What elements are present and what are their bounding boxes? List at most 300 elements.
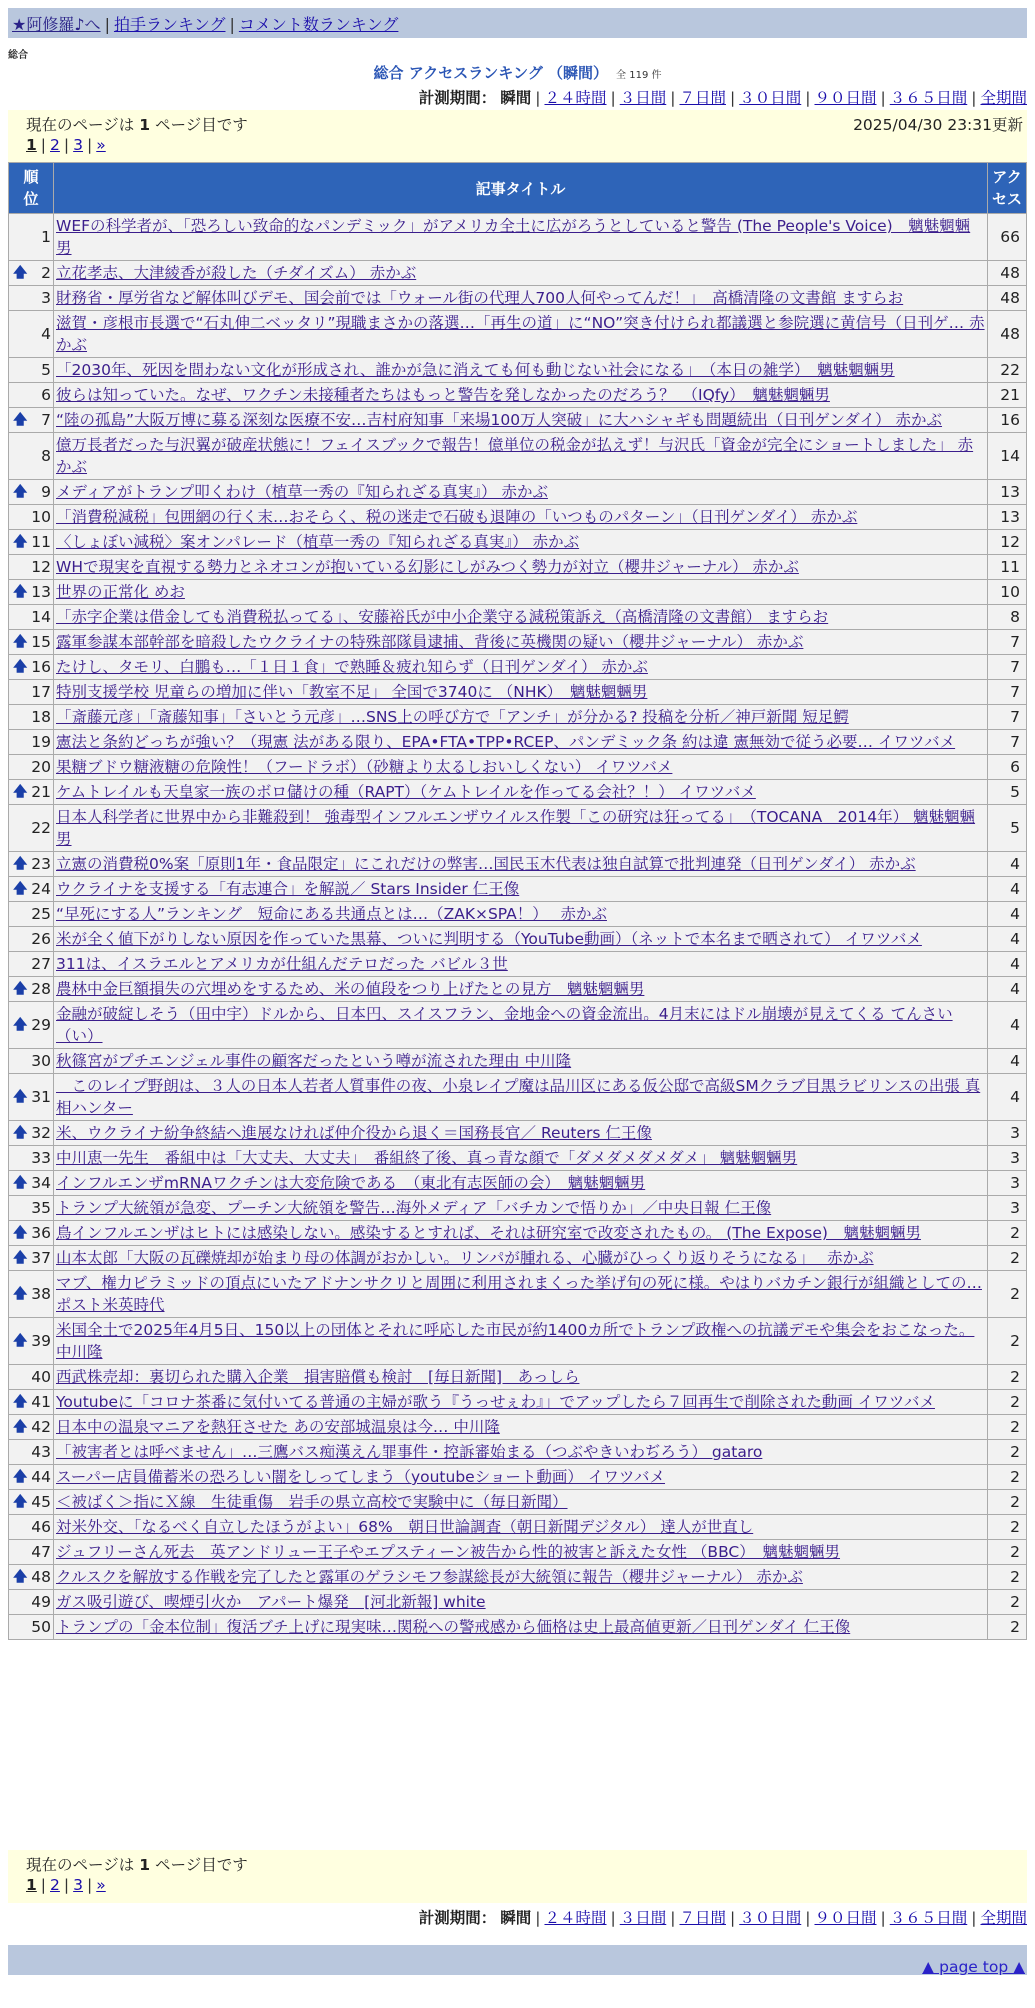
table-row	[9, 383, 1026, 407]
rank-number: 45	[31, 1493, 51, 1511]
rising-arrow-icon: 🡅	[13, 1469, 28, 1485]
title-cell	[54, 1121, 987, 1145]
period-selector-top	[419, 86, 1027, 108]
separator: |	[535, 1909, 541, 1927]
column-header-access	[988, 163, 1026, 213]
access-count: 14	[988, 433, 1026, 479]
article-link[interactable]: 財務省・厚労省など解体叫びデモ、国会前では「ウォール街の代理人700人何やってんだ！」 高橋清隆の文書館 ますらお	[56, 289, 904, 307]
separator: |	[971, 1909, 977, 1927]
rank-number: 39	[31, 1332, 51, 1350]
access-count: 2	[988, 1415, 1026, 1439]
rising-arrow-icon: 🡅	[13, 634, 28, 650]
access-count: 2	[988, 1390, 1026, 1414]
rank-number: 6	[41, 386, 51, 404]
title-cell	[54, 902, 987, 926]
rising-arrow-icon: 🡅	[13, 1394, 28, 1410]
article-link[interactable]: WEFの科学者が、「恐ろしい致命的なパンデミック」がアメリカ全土に広がろうとしていると警告 (The People's Voice) 魑魅魍魎男	[56, 217, 971, 257]
rank-number: 18	[31, 708, 51, 726]
column-header-rank	[9, 163, 53, 213]
rank-number: 48	[31, 1568, 51, 1586]
article-link[interactable]: 露軍参謀本部幹部を暗殺したウクライナの特殊部隊員逮捕、背後に英機関の疑い（櫻井ジャーナル） 赤かぶ	[56, 633, 804, 651]
rank-cell	[9, 605, 53, 629]
article-link[interactable]: トランプの「金本位制」復活ブチ上げに現実味…関税への警戒感から価格は史上最高値更新／日刊ゲンダイ 仁王像	[56, 1618, 851, 1636]
page-link[interactable]: 2	[50, 1876, 60, 1894]
title-cell	[54, 1196, 987, 1220]
rank-number: 50	[31, 1618, 51, 1636]
rank-cell	[9, 1565, 53, 1589]
access-count: 10	[988, 580, 1026, 604]
rank-number: 42	[31, 1418, 51, 1436]
article-link[interactable]: 「2030年、死因を問わない文化が形成され、誰かが急に消えても何も動じない社会になる」 （本日の雑学） 魑魅魍魎男	[56, 361, 895, 379]
table-row	[9, 408, 1026, 432]
rank-cell	[9, 852, 53, 876]
separator: |	[805, 1909, 811, 1927]
article-link[interactable]: 米が全く値下がりしない原因を作っていた黒幕、ついに判明する（YouTube動画）（ネットで本名まで晒されて） イワツバメ	[56, 930, 922, 948]
rising-arrow-icon: 🡅	[13, 1089, 28, 1105]
title-cell	[54, 408, 987, 432]
rank-number: 36	[31, 1224, 51, 1242]
rank-cell	[9, 1221, 53, 1245]
table-row	[9, 902, 1026, 926]
rising-arrow-icon: 🡅	[13, 1250, 28, 1266]
table-row	[9, 1121, 1026, 1145]
article-link[interactable]: 立憲の消費税0%案「原則1年・食品限定」にこれだけの弊害…国民玉木代表は独自試算で批判連発（日刊ゲンダイ） 赤かぶ	[56, 855, 916, 873]
rank-number: 31	[31, 1088, 51, 1106]
page-top-link[interactable]: ▲ page top ▲	[922, 1958, 1025, 1976]
title-cell	[54, 383, 987, 407]
table-row	[9, 1171, 1026, 1195]
table-row	[9, 480, 1026, 504]
article-link[interactable]: 果糖ブドウ糖液糖の危険性！（フードラボ）（砂糖より太るしおいしくない） イワツバメ	[56, 758, 673, 776]
separator: |	[880, 89, 886, 107]
rank-cell	[9, 705, 53, 729]
rank-number: 44	[31, 1468, 51, 1486]
title-cell	[54, 1365, 987, 1389]
rank-cell	[9, 1271, 53, 1317]
access-count: 3	[988, 1196, 1026, 1220]
table-row	[9, 1415, 1026, 1439]
article-link[interactable]: 鳥インフルエンザはヒトには感染しない。感染するとすれば、それは研究室で改変されたもの。 (The Expose) 魑魅魍魎男	[56, 1224, 921, 1242]
rising-arrow-icon: 🡅	[13, 1175, 28, 1191]
period-link[interactable]: 全期間	[980, 89, 1027, 107]
article-link[interactable]: 「斎藤元彦」「斎藤知事」「さいとう元彦」…SNS上の呼び方で「アンチ」が分かる? 投稿を分析／神戸新聞 短足鰐	[56, 708, 849, 726]
clap-ranking-link[interactable]: 拍手ランキング	[113, 15, 226, 34]
rank-cell	[9, 1196, 53, 1220]
table-row	[9, 1590, 1026, 1614]
table-row	[9, 530, 1026, 554]
article-link[interactable]: 億万長者だった与沢翼が破産状態に！フェイスブックで報告！億単位の税金が払えず！与沢氏「資金が完全にショートしました」 赤かぶ	[56, 436, 974, 476]
title-cell	[54, 630, 987, 654]
article-link[interactable]: 憲法と条約どっちが強い？（現憲 法がある限り、EPA•FTA•TPP•RCEP、パンデミック条 約は違 憲無効で従う必要… イワツバメ	[56, 733, 956, 751]
column-header-title: 記事タイトル	[54, 163, 987, 213]
period-link[interactable]: ３日間	[619, 1909, 667, 1927]
access-count: 3	[988, 1146, 1026, 1170]
period-current: 瞬間	[500, 1909, 532, 1927]
period-link[interactable]: ７日間	[679, 89, 726, 107]
article-link[interactable]: 中川恵一先生 番組中は「大丈夫、大丈夫」 番組終了後、真っ青な顔で「ダメダメダメダメ」 魑魅魍魎男	[56, 1149, 798, 1167]
access-count: 2	[988, 1490, 1026, 1514]
rising-arrow-icon: 🡅	[13, 484, 28, 500]
title-cell	[54, 1415, 987, 1439]
access-count: 4	[988, 927, 1026, 951]
article-link[interactable]: 滋賀・彦根市長選で“石丸伸二ベッタリ”現職まさかの落選…「再生の道」に“NO”突き付けられ都議選と参院選に黄信号（日刊ゲ… 赤かぶ	[56, 314, 985, 354]
title-cell	[54, 805, 987, 851]
rank-cell	[9, 1246, 53, 1270]
separator: |	[87, 136, 93, 154]
comment-ranking-link[interactable]: コメント数ランキング	[238, 15, 399, 34]
separator: |	[670, 1909, 676, 1927]
page-info-number: 1	[139, 116, 150, 134]
title-cell	[54, 1002, 987, 1048]
rising-arrow-icon: 🡅	[13, 1125, 28, 1141]
article-link[interactable]: 農林中金巨額損失の穴埋めをするため、米の値段をつり上げたとの見方 魑魅魍魎男	[56, 980, 645, 998]
rank-cell	[9, 902, 53, 926]
access-count: 2	[988, 1440, 1026, 1464]
period-link[interactable]: ３０日間	[739, 89, 802, 107]
period-link[interactable]: ９０日間	[814, 89, 877, 107]
table-row	[9, 1221, 1026, 1245]
page-link[interactable]: »	[96, 1876, 106, 1894]
article-link[interactable]: 日本人科学者に世界中から非難殺到！ 強毒型インフルエンザウイルス作製「この研究は狂ってる」 （TOCANA 2014年） 魑魅魍魎男	[56, 808, 976, 848]
period-link[interactable]: ７日間	[679, 1909, 726, 1927]
rank-number: 30	[31, 1052, 51, 1070]
rank-cell	[9, 952, 53, 976]
rank-number: 49	[31, 1593, 51, 1611]
access-count: 5	[988, 780, 1026, 804]
access-count: 5	[988, 805, 1026, 851]
period-link[interactable]: ３０日間	[739, 1909, 802, 1927]
title-cell	[54, 655, 987, 679]
page-title-text: 総合 アクセスランキング （瞬間）	[373, 64, 609, 82]
page-info-suffix: ページ目です	[155, 1856, 248, 1874]
title-cell	[54, 730, 987, 754]
rising-arrow-icon: 🡅	[13, 1419, 28, 1435]
rank-cell	[9, 214, 53, 260]
access-count: 22	[988, 358, 1026, 382]
access-count: 48	[988, 311, 1026, 357]
rising-arrow-icon: 🡅	[13, 784, 28, 800]
footer-bar	[8, 1945, 1027, 1975]
period-link[interactable]: ２４時間	[544, 89, 607, 107]
title-cell	[54, 780, 987, 804]
article-link[interactable]: 世界の正常化 めお	[56, 583, 185, 601]
title-cell	[54, 311, 987, 357]
table-row	[9, 286, 1026, 310]
table-row	[9, 605, 1026, 629]
rank-cell	[9, 311, 53, 357]
article-link[interactable]: 彼らは知っていた。なぜ、ワクチン未接種者たちはもっと警告を発しなかったのだろう？ （IQfy） 魑魅魍魎男	[56, 386, 830, 404]
access-count: 2	[988, 1615, 1026, 1639]
table-row	[9, 877, 1026, 901]
access-count: 13	[988, 480, 1026, 504]
article-link[interactable]: 特別支援学校 児童らの増加に伴い「教室不足」 全国で3740に （NHK） 魑魅魍魎男	[56, 683, 648, 701]
title-cell	[54, 286, 987, 310]
rank-cell	[9, 805, 53, 851]
rising-arrow-icon: 🡅	[13, 265, 28, 281]
access-count: 7	[988, 655, 1026, 679]
article-link[interactable]: 立花孝志、大津綾香が殺した（チダイズム） 赤かぶ	[56, 264, 417, 282]
rank-number: 11	[31, 533, 51, 551]
rank-cell	[9, 977, 53, 1001]
page-info	[26, 1853, 1017, 1875]
rank-cell	[9, 1465, 53, 1489]
rank-cell	[9, 780, 53, 804]
title-cell	[54, 952, 987, 976]
title-cell	[54, 214, 987, 260]
access-count: 4	[988, 902, 1026, 926]
table-row	[9, 1515, 1026, 1539]
access-count: 2	[988, 1565, 1026, 1589]
period-link[interactable]: ３６５日間	[889, 1909, 968, 1927]
article-link[interactable]: 山本太郎「大阪の瓦礫焼却が始まり母の体調がおかしい。リンパが腫れる、心臓がひっくり返りそうになる」 赤かぶ	[56, 1249, 874, 1267]
rising-arrow-icon: 🡅	[13, 1017, 28, 1033]
page-link[interactable]: 3	[73, 136, 84, 154]
access-count: 3	[988, 1171, 1026, 1195]
access-count: 4	[988, 952, 1026, 976]
rank-number: 34	[31, 1174, 51, 1192]
access-count: 4	[988, 1049, 1026, 1073]
rank-cell	[9, 1390, 53, 1414]
rising-arrow-icon: 🡅	[13, 412, 28, 428]
article-link[interactable]: “早死にする人”ランキング 短命にある共通点とは…（ZAK×SPA！） 赤かぶ	[56, 905, 607, 923]
title-cell	[54, 1440, 987, 1464]
title-cell	[54, 1390, 987, 1414]
rank-number: 27	[31, 955, 51, 973]
table-row	[9, 1465, 1026, 1489]
page-link[interactable]: »	[96, 136, 106, 154]
pager-bottom	[8, 1850, 1027, 1903]
period-link[interactable]: 全期間	[980, 1909, 1027, 1927]
article-link[interactable]: クルスクを解放する作戦を完了したと露軍のゲラシモフ参謀総長が大統領に報告（櫻井ジャーナル） 赤かぶ	[56, 1568, 803, 1586]
rank-cell	[9, 1049, 53, 1073]
title-cell	[54, 1271, 987, 1317]
rank-number: 22	[31, 819, 51, 837]
rank-number: 29	[31, 1016, 51, 1034]
separator: |	[670, 89, 676, 107]
ranking-table-body	[9, 214, 1026, 1639]
rising-arrow-icon: 🡅	[13, 1286, 28, 1302]
period-link[interactable]: ３日間	[619, 89, 667, 107]
rank-cell	[9, 580, 53, 604]
rank-cell	[9, 480, 53, 504]
rising-arrow-icon: 🡅	[13, 1333, 28, 1349]
title-cell	[54, 505, 987, 529]
title-cell	[54, 261, 987, 285]
rank-cell	[9, 1171, 53, 1195]
title-cell	[54, 1074, 987, 1120]
column-header-rank-label: 順位	[23, 168, 39, 208]
access-count: 11	[988, 555, 1026, 579]
rank-number: 16	[31, 658, 51, 676]
article-link[interactable]: 日本中の温泉マニアを熱狂させた あの安部城温泉は今… 中川隆	[56, 1418, 500, 1436]
article-link[interactable]: たけし、タモリ、白鵬も…「１日１食」で熟睡＆疲れ知らず（日刊ゲンダイ） 赤かぶ	[56, 658, 648, 676]
title-cell	[54, 1540, 987, 1564]
title-cell	[54, 1246, 987, 1270]
rank-number: 2	[41, 264, 51, 282]
access-count: 2	[988, 1540, 1026, 1564]
access-count: 13	[988, 505, 1026, 529]
rank-cell	[9, 655, 53, 679]
article-link[interactable]: 「赤字企業は借金しても消費税払ってる」、安藤裕氏が中小企業守る減税策訴え（高橋清隆の文書館） ますらお	[56, 608, 829, 626]
table-row	[9, 1565, 1026, 1589]
period-link[interactable]: ９０日間	[814, 1909, 877, 1927]
page-info-number: 1	[139, 1856, 150, 1874]
rising-arrow-icon: 🡅	[13, 856, 28, 872]
article-link[interactable]: WHで現実を直視する勢力とネオコンが抱いている幻影にしがみつく勢力が対立（櫻井ジャーナル） 赤かぶ	[56, 558, 799, 576]
page-link[interactable]: 2	[50, 136, 60, 154]
article-link[interactable]: ウクライナを支援する「有志連合」を解説／ Stars Insider 仁王像	[56, 880, 520, 898]
access-count: 4	[988, 977, 1026, 1001]
rank-cell	[9, 1121, 53, 1145]
article-link[interactable]: ＜被ばく＞指にＸ線 生徒重傷 岩手の県立高校で実験中に（毎日新聞）	[56, 1493, 568, 1511]
separator: |	[535, 89, 541, 107]
column-header-access-label: アクセス	[991, 168, 1022, 208]
article-link[interactable]: 秋篠宮がプチエンジェル事件の顧客だったという噂が流された理由 中川隆	[56, 1052, 572, 1070]
article-link[interactable]: 米、ウクライナ紛争終結へ進展なければ仲介役から退く＝国務長官／ Reuters 仁王像	[56, 1124, 652, 1142]
article-link[interactable]: Youtubeに「コロナ茶番に気付いてる普通の主婦が歌う『うっせぇわ』」でアップしたら７回再生で削除された動画 イワツバメ	[56, 1393, 935, 1411]
table-row	[9, 1440, 1026, 1464]
article-link[interactable]: インフルエンザmRNAワクチンは大変危険である （東北有志医師の会） 魑魅魍魎男	[56, 1174, 646, 1192]
table-row	[9, 655, 1026, 679]
rising-arrow-icon: 🡅	[13, 881, 28, 897]
rank-cell	[9, 1590, 53, 1614]
article-link[interactable]: 〈しょぼい減税〉案オンパレード（植草一秀の『知られざる真実』） 赤かぶ	[56, 533, 580, 551]
article-link[interactable]: 311は、イスラエルとアメリカが仕組んだテロだった バビル３世	[56, 955, 508, 973]
title-cell	[54, 680, 987, 704]
access-count: 3	[988, 1121, 1026, 1145]
rank-number: 24	[31, 880, 51, 898]
rank-number: 35	[31, 1199, 51, 1217]
separator: |	[40, 136, 47, 154]
article-link[interactable]: “陸の孤島”大阪万博に募る深刻な医療不安…吉村府知事「来場100万人突破」に大ハシャギも問題続出（日刊ゲンダイ） 赤かぶ	[56, 411, 943, 429]
rank-cell	[9, 1415, 53, 1439]
access-count: 66	[988, 214, 1026, 260]
title-cell	[54, 927, 987, 951]
title-cell	[54, 433, 987, 479]
separator: |	[805, 89, 811, 107]
rank-number: 14	[31, 608, 51, 626]
title-cell	[54, 852, 987, 876]
access-count: 7	[988, 680, 1026, 704]
period-link[interactable]: ３６５日間	[889, 89, 968, 107]
table-row	[9, 1146, 1026, 1170]
rank-cell	[9, 1615, 53, 1639]
rank-cell	[9, 1318, 53, 1364]
table-row	[9, 1365, 1026, 1389]
pagination	[26, 136, 1017, 154]
title-cell	[54, 1171, 987, 1195]
title-cell	[54, 555, 987, 579]
access-count: 7	[988, 630, 1026, 654]
table-row	[9, 852, 1026, 876]
table-row	[9, 780, 1026, 804]
title-cell	[54, 1465, 987, 1489]
title-cell	[54, 1146, 987, 1170]
separator: |	[63, 136, 70, 154]
separator: |	[610, 1909, 616, 1927]
home-link[interactable]: ★阿修羅♪へ	[12, 15, 101, 34]
access-count: 4	[988, 852, 1026, 876]
article-link[interactable]: トランプ大統領が急変、プーチン大統領を警告…海外メディア「バチカンで悟りか」／中央日報 仁王像	[56, 1199, 772, 1217]
rank-cell	[9, 630, 53, 654]
access-count: 2	[988, 1221, 1026, 1245]
article-link[interactable]: 西武株売却：裏切られた購入企業 損害賠償も検討 [毎日新聞] あっしら	[56, 1368, 580, 1386]
table-row	[9, 1390, 1026, 1414]
separator: |	[87, 1876, 93, 1894]
period-label: 計測期間：	[418, 89, 497, 107]
title-cell	[54, 1490, 987, 1514]
rank-number: 20	[31, 758, 51, 776]
rising-arrow-icon: 🡅	[13, 1569, 28, 1585]
ranking-table	[8, 162, 1027, 1640]
separator: |	[40, 1876, 47, 1894]
page-link[interactable]: 3	[73, 1876, 84, 1894]
table-row	[9, 1074, 1026, 1120]
rank-number: 26	[31, 930, 51, 948]
rank-number: 1	[41, 228, 51, 246]
period-link[interactable]: ２４時間	[544, 1909, 607, 1927]
rank-cell	[9, 1440, 53, 1464]
period-selector-bottom	[419, 1906, 1027, 1928]
separator: |	[730, 1909, 736, 1927]
rank-cell	[9, 408, 53, 432]
category-label: 総合	[8, 50, 28, 61]
article-link[interactable]: メディアがトランプ叩くわけ（植草一秀の『知られざる真実』） 赤かぶ	[56, 483, 548, 501]
article-link[interactable]: ケムトレイルも天皇家一族のボロ儲けの種（RAPT）（ケムトレイルを作ってる会社？！） イワツバメ	[56, 783, 756, 801]
table-row	[9, 1002, 1026, 1048]
title-cell	[54, 877, 987, 901]
title-cell	[54, 1590, 987, 1614]
table-row	[9, 680, 1026, 704]
access-count: 16	[988, 408, 1026, 432]
table-row	[9, 580, 1026, 604]
article-link[interactable]: 米国全土で2025年4月5日、150以上の団体とそれに呼応した市民が約1400カ所でトランプ政権への抗議デモや集会をおこなった。 中川隆	[56, 1321, 975, 1361]
article-link[interactable]: このレイプ野朗は、３人の日本人若者人質事件の夜、小泉レイプ魔は品川区にある仮公邸で高級SMクラブ目黒ラビリンスの出張 真相ハンター	[56, 1077, 981, 1117]
rank-number: 40	[31, 1368, 51, 1386]
article-link[interactable]: ガス吸引遊び、喫煙引火か アパート爆発 [河北新報] white	[56, 1593, 486, 1611]
article-link[interactable]: 「消費税減税」包囲網の行く末…おそらく、税の迷走で石破も退陣の「いつものパターン」（日刊ゲンダイ） 赤かぶ	[56, 508, 858, 526]
total-count: 全 119 件	[616, 70, 662, 81]
article-link[interactable]: 対米外交、「なるべく自立したほうがよい」68% 朝日世論調査（朝日新聞デジタル） 達人が世直し	[56, 1518, 754, 1536]
rank-number: 5	[41, 361, 51, 379]
separator: |	[610, 89, 616, 107]
rank-number: 32	[31, 1124, 51, 1142]
separator: |	[971, 89, 977, 107]
pagination	[26, 1876, 1017, 1894]
rank-cell	[9, 1540, 53, 1564]
page-current: 1	[26, 136, 37, 154]
rising-arrow-icon: 🡅	[13, 534, 28, 550]
page-info-prefix: 現在のページは	[26, 116, 135, 134]
period-label: 計測期間：	[418, 1909, 497, 1927]
article-link[interactable]: ジュフリーさん死去 英アンドリュー王子やエプスティーン被告から性的被害と訴えた女性 （BBC） 魑魅魍魎男	[56, 1543, 841, 1561]
article-link[interactable]: 「被害者とは呼べません」…三鷹バス痴漢えん罪事件・控訴審始まる（つぶやきいわぢろう） gataro	[56, 1443, 763, 1461]
article-link[interactable]: スーパー店員備蓄米の恐ろしい闇をしってしまう（youtubeショート動画） イワツバメ	[56, 1468, 666, 1486]
article-link[interactable]: マブ、権力ピラミッドの頂点にいたアドナンサクリと周囲に利用されまくった挙げ句の死に様。やはりバカチン銀行が組織としての… ポスト米英時代	[56, 1274, 982, 1314]
rank-number: 13	[31, 583, 51, 601]
rank-number: 33	[31, 1149, 51, 1167]
table-row	[9, 433, 1026, 479]
article-link[interactable]: 金融が破綻しそう（田中宇）ドルから、日本円、スイスフラン、金地金への資金流出。4月末にはドル崩壊が見えてくる てんさい（い）	[56, 1005, 953, 1045]
rank-number: 9	[41, 483, 51, 501]
separator: |	[730, 89, 736, 107]
rank-number: 43	[31, 1443, 51, 1461]
pager-top	[8, 110, 1027, 163]
page-info-suffix: ページ目です	[155, 116, 248, 134]
table-row	[9, 805, 1026, 851]
rank-cell	[9, 927, 53, 951]
title-cell	[54, 1565, 987, 1589]
